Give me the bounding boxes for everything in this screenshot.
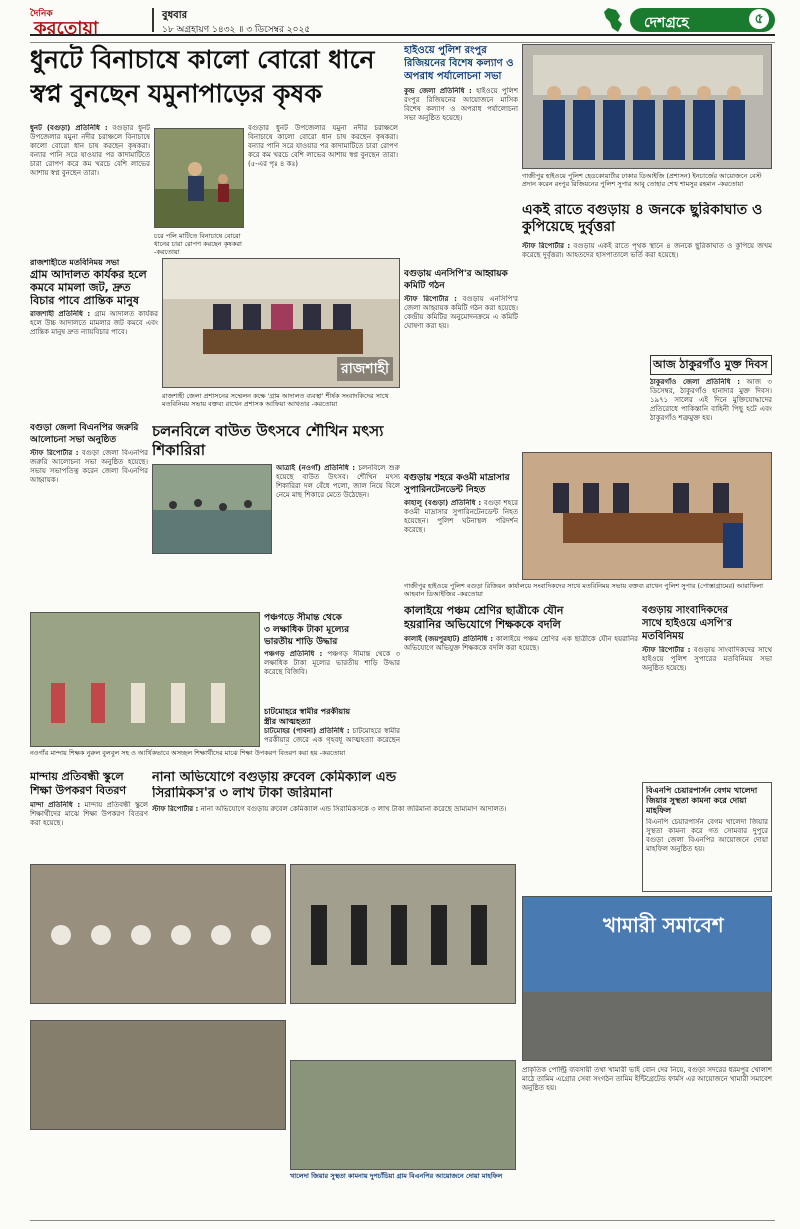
ncp-body-text: বগুড়ায় এনসিপি'র জেলা আহ্বায়ক কমিটি গঠন করা হয়েছে। কেন্দ্রীয় কমিটির অনুমোদনক্রমে এ কমিটি ঘোষণা করা হয়। <box>404 295 518 330</box>
bnp-meeting-headline-1: বগুড়া জেলা বিএনপির জরুরি <box>30 423 139 433</box>
farmers-meet-photo <box>522 896 772 1061</box>
chatmohar-byline: চাটমোহর (পাবনা) প্রতিনিধি : <box>264 727 350 735</box>
bnp-meeting-headline-2: আলোচনা সভা অনুষ্ঠিত <box>30 435 117 445</box>
bnp-prayer-box <box>642 782 772 892</box>
kalai-story <box>404 604 638 754</box>
thakurgaon-story <box>650 355 772 445</box>
lead-byline: ধুনট (বগুড়া) প্রতিনিধি : <box>30 124 108 132</box>
ncp-headline-2: কমিটি গঠন <box>404 281 445 291</box>
police-headline-2: রিজিয়নের বিশেষ কল্যাণ ও <box>404 58 514 69</box>
divider-top <box>30 42 775 43</box>
thakurgaon-body <box>650 378 772 448</box>
police-body <box>404 87 518 257</box>
bottom-photo-center <box>290 1060 516 1170</box>
attack-byline: স্টাফ রিপোর্টার : <box>522 242 571 250</box>
ncp-byline: স্টাফ রিপোর্টার : <box>404 295 457 303</box>
superintendent-body-text: বগুড়া শহরে কওমী মাদ্রাসার সুপারিনটেনডেন্ট নিহত হয়েছেন। পুলিশ ঘটনাস্থল পরিদর্শন করেছে। <box>404 499 518 534</box>
thakurgaon-headline: আজ ঠাকুরগাঁও মুক্ত দিবস <box>650 355 772 375</box>
chemical-body-text: নানা অভিযোগে বগুড়ায় রুবেল কেমিক্যাল এন্ড সিরামিকসকে ৩ লাখ টাকা জরিমানা করেছে ভ্রাম্যমাণ আদালত। <box>200 805 507 813</box>
masthead-divider <box>152 8 154 32</box>
bottom-photo-left <box>30 1020 286 1130</box>
section-banner <box>630 8 775 32</box>
fishing-byline: আত্রাই (নওগাঁ) প্রতিনিধি : <box>276 464 356 472</box>
journalists-story <box>642 604 772 779</box>
lead-body-col3 <box>248 124 398 274</box>
rajshahi-photo-caption: রাজশাহী জেলা প্রশাসনের সম্মেলন কক্ষে 'গ্রাম আদালত ব্যবস্থা' শীর্ষক সংবাদকিদের সাথে মতবিনিময় সভায় বক্তব্য রাখেন প্রশাসক আফিয়া আখতার -করতোয়া <box>162 392 389 408</box>
school-photo-caption: নওগাঁর মান্দায় শিক্ষক নুরুল বুলবুল সহ ও আর্থিকভাবে অসচ্ছল শিক্ষার্থীদের মাঝে শিক্ষা উপকরণ বিতরণ করা হয় -করতোয়া <box>30 749 346 757</box>
fishing-body-text: চলনবিলে শুরু হয়েছে বাউত উৎসব। শৌখিন মৎস্য শিকারিরা দল বেঁধে পলো, জাল নিয়ে বিলে নেমে মাছ শিকারে মেতে উঠেছেন। <box>276 464 400 499</box>
bnp-meeting-body <box>30 449 148 599</box>
masthead <box>30 6 775 39</box>
attack-story <box>522 202 772 352</box>
bnp-prayer-headline: বিএনপি চেয়ারপার্সন বেগম খালেদা জিয়ার সুস্থতা কামনা করে দোয়া মাহফিল <box>646 786 758 815</box>
police-headline-1: হাইওয়ে পুলিশ রংপুর <box>404 45 487 56</box>
kalai-headline-2: হয়রানির অভিযোগে শিক্ষককে বদলি <box>404 618 561 631</box>
police-story <box>404 44 518 264</box>
attack-body-text: বগুড়ায় একই রাতে পৃথক স্থানে ৪ জনকে ছুরিকাঘাত ও কুপিয়ে জখম করেছে দুর্বৃত্তরা। আহতদের হাসপাতালে ভর্তি করা হয়েছে। <box>522 242 772 259</box>
attack-body <box>522 242 772 352</box>
panchagarh-headline-3: ভারতীয় শাড়ি উদ্ধার <box>264 637 338 647</box>
school-photo <box>30 612 260 747</box>
chemical-headline-1: নানা অভিযোগে বগুড়ায় রুবেল কেমিক্যাল এন্ড <box>152 770 397 785</box>
ncp-body <box>404 295 518 465</box>
bnp-meeting-body-text: বগুড়া জেলা বিএনপির জরুরি আলোচনা সভা অনুষ্ঠিত হয়েছে। সভায় সভাপতিত্ব করেন জেলা বিএনপির আহ্বায়ক। <box>30 449 148 484</box>
chemical-body <box>152 805 638 855</box>
rajshahi-headline-4: বিচার পাবে প্রান্তিক মানুষ <box>30 294 139 307</box>
brand-name: করতোয়া <box>34 18 99 39</box>
rajshahi-body-text: গ্রাম আদালত কার্যকর হলে উচ্চ আদালতে মামলার জট কমবে এবং প্রান্তিক মানুষ দ্রুত ন্যায়বিচার পাবে। <box>30 310 158 336</box>
police-photo <box>522 44 772 169</box>
lead-body-text: বগুড়ার ধুনট উপজেলার যমুনা নদীর চরাঞ্চলে বিনাচাষে কালো বোরো ধান চাষ করছেন কৃষকরা। বন্যার পানি সরে যাওয়ার পর কাদামাটিতে চারা রোপণ করে কম খরচে বেশি লাভের আশায় স্বপ্ন বুনছেন তারা। <box>30 124 150 177</box>
panchagarh-story <box>264 612 400 707</box>
panchagarh-headline-1: পঞ্চগড়ে সীমান্ত থেকে <box>264 613 342 623</box>
thakurgaon-body-text: আজ ৩ ডিসেম্বর, ঠাকুরগাঁও হানাদার মুক্ত দিবস। ১৯৭১ সালের এই দিনে মুক্তিযোদ্ধাদের প্রতিরোধে পাকিস্তানি বাহিনী পিছু হটে এবং ঠাকুরগাঁও শত্রুমুক্ত হয়। <box>650 378 772 422</box>
prayer-photo-right <box>290 864 516 1004</box>
farmers-meet-body: প্রাকৃতিক পোল্ট্রি ব্যবসায়ী তথা খামারী ভাই বোন দের নিয়ে, বগুড়া সদরের ধরমপুর খোলাশ মাঠে তামিম এগ্রোর সেবা সংগঠন তামিম ইন্টিগ্রেটেড ফার্মস এর আয়োজনে খামারী সমাবেশ অনুষ্ঠিত হয়। <box>522 1066 772 1092</box>
school-gifts-body-text: মান্দায় প্রতিবন্ধী স্কুলে শিক্ষার্থীদের মাঝে শিক্ষা উপকরণ বিতরণ করা হয়েছে। <box>30 801 148 827</box>
rajshahi-headline-2: গ্রাম আদালত কার্যকর হলে <box>30 268 147 281</box>
school-gifts-headline-1: মান্দায় প্রতিবন্ধী স্কুলে <box>30 770 124 783</box>
rajshahi-story <box>30 258 158 418</box>
school-gifts-headline-2: শিক্ষা উপকরণ বিতরণ <box>30 784 127 797</box>
fishing-body <box>276 464 400 604</box>
kalai-byline: কালাই (জয়পুরহাট) প্রতিনিধি : <box>404 635 494 643</box>
weekday: বুধবার <box>162 10 188 21</box>
rajshahi-headline-1: রাজশাহীতে মতবিনিময় সভা <box>30 258 120 267</box>
lead-body-text-2: বগুড়ার ধুনট উপজেলার যমুনা নদীর চরাঞ্চলে বিনাচাষে কালো বোরো ধান চাষ করছেন কৃষকরা। বন্যার পানি সরে যাওয়ার পর কাদামাটিতে চারা রোপণ করে কম খরচে বেশি লাভের আশায় স্বপ্ন বুনছেন তারা। <box>248 124 398 159</box>
chatmohar-headline-1: চাটমোহরে স্বামীর পরকীয়ায় <box>264 707 351 716</box>
panchagarh-body-text: পঞ্চগড় সীমান্ত থেকে ৩ লক্ষাধিক টাকা মূল্যের ভারতীয় শাড়ি উদ্ধার করেছে বিজিবি। <box>264 650 400 676</box>
police-photo-caption: গাজীপুর হাইওয়ে পুলিশ হেডকোয়ার্টার ঢাকার ডিআইজি (প্রশাসন) ইনচার্জের আয়োজনে বেস্ট প্রদান করেন রংপুর রিজিয়নের পুলিশ সুপার আবু তোহার শেখ শামসুর রহমান -করতোয়া <box>522 172 762 188</box>
police-byline: কুন্দ্র জেলা প্রতিনিধি : <box>404 87 472 95</box>
attack-headline: একই রাতে বগুড়ায় ৪ জনকে ছুরিকাঘাত ও কুপিয়েছে দুর্বৃত্তরা <box>522 202 763 235</box>
lead-headline-1: ধুনটে বিনাচাষে কালো বোরো ধানে <box>30 45 375 74</box>
superintendent-headline-1: বগুড়ায় শহরে কওমী মাদ্রাসার <box>404 473 510 483</box>
police-body-text: হাইওয়ে পুলিশ রংপুর রিজিয়নের আয়োজনে মাসিক বিশেষ কল্যাণ ও অপরাধ পর্যালোচনা সভা অনুষ্ঠিত হয়েছে। <box>404 87 518 122</box>
journalists-headline-2: সাথে হাইওয়ে এসপি'র <box>642 618 733 629</box>
chemical-byline: স্টাফ রিপোর্টার : <box>152 805 199 813</box>
panchagarh-byline: পঞ্চগড় প্রতিনিধি : <box>264 650 323 658</box>
journalists-body <box>642 646 772 771</box>
journalists-body-text: বগুড়ায় সাংবাদিকদের সাথে হাইওয়ে পুলিশ সুপারের মতবিনিময় সভা অনুষ্ঠিত হয়েছে। <box>642 646 772 672</box>
bnp-prayer-body: বিএনপি চেয়ারপার্সন বেগম খালেদা জিয়ার সুস্থতা কামনা করে গত সোমবার দুপুরে বগুড়া জেলা বিএনপির আয়োজনে দোয়া মাহফিল অনুষ্ঠিত হয়। <box>646 818 768 853</box>
fishing-headline: চলনবিলে বাউত উৎসবে শৌখিন মৎস্য শিকারিরা <box>152 422 384 459</box>
lead-continued: (৫-এর পৃঃ ৪ কঃ) <box>248 160 299 168</box>
brand-small: দৈনিক <box>30 9 53 19</box>
meeting-photo-caption: গাজীপুর হাইওয়ে পুলিশ বগুড়া রিজিয়ন কার্যালয়ে সংবাদিকদের সাথে মতবিনিময় সভায় বক্তব্য রাখেন পুলিশ সুপার (পোস্তাগ্রামের) আরাফিলা আহবান ডিআইজির -করতোয়া <box>404 582 764 598</box>
bnp-meeting-story <box>30 422 148 607</box>
school-gifts-byline: মান্দা প্রতিনিধি : <box>30 801 81 809</box>
lead-photo <box>154 128 244 228</box>
kalai-body-text: কালাইয়ে পঞ্চম শ্রেণির এক ছাত্রীকে যৌন হয়রানির অভিযোগে অভিযুক্ত শিক্ষককে বদলি করা হয়েছে। <box>404 635 638 652</box>
date-line: ১৮ অগ্রহায়ণ ১৪৩২ ॥ ৩ ডিসেম্বর ২০২৫ <box>162 25 311 35</box>
thakurgaon-byline: ঠাকুরগাঁও জেলা প্রতিনিধি : <box>650 378 741 386</box>
kalai-body <box>404 635 638 745</box>
superintendent-headline-2: সুপারিনটেনডেন্ট নিহত <box>404 485 486 495</box>
divider-bottom <box>30 1220 775 1221</box>
chemical-fine-story <box>152 770 638 860</box>
journalists-headline-1: বগুড়ায় সাংবাদিকদের <box>642 605 729 616</box>
chemical-headline-2: সিরামিকস'র ৩ লাখ টাকা জরিমানা <box>152 786 333 801</box>
journalists-byline: স্টাফ রিপোর্টার : <box>642 646 691 654</box>
lead-photo-caption: চরে পলি মাটিতে বিনাচাষে বোরো ধানের চারা রোপণ করছেন কৃষকরা -করতোয়া <box>154 232 242 256</box>
rajshahi-photo-label: রাজশাহী <box>337 357 393 381</box>
meeting-photo <box>522 452 772 580</box>
panchagarh-body <box>264 650 400 705</box>
rajshahi-headline-3: কমবে মামলা জট, দ্রুত <box>30 281 131 294</box>
rajshahi-body <box>30 310 158 410</box>
rajshahi-byline: রাজশাহী প্রতিনিধি : <box>30 310 91 318</box>
bottom-caption: খালেদা জিয়ার সুস্থতা কামনায় দুপচাঁচিয়া গ্রাম বিএনপির আয়োজনে দোয়া মাহফিল <box>290 1172 503 1180</box>
rajshahi-photo <box>162 258 400 388</box>
panchagarh-headline-2: ৩ লক্ষাধিক টাকা মূল্যের <box>264 625 350 635</box>
chatmohar-headline-2: স্ত্রীর আত্মহত্যা <box>264 717 311 726</box>
chatmohar-body-text: চাটমোহরে স্বামীর পরকীয়ার জেরে এক গৃহবধূ আত্মহত্যা করেছেন <box>264 727 400 744</box>
chatmohar-body <box>264 727 400 745</box>
bangladesh-map-icon <box>600 6 628 34</box>
fishing-story <box>152 422 400 612</box>
bnp-meeting-byline: স্টাফ রিপোর্টার : <box>30 449 79 457</box>
kalai-headline-1: কালাইয়ে পঞ্চম শ্রেণির ছাত্রীকে যৌন <box>404 604 564 617</box>
prayer-photo-left <box>30 864 286 1004</box>
brand-logo <box>30 6 155 39</box>
fishing-photo <box>152 464 272 554</box>
page-number: ৫ <box>749 9 769 29</box>
ncp-committee-story <box>404 268 518 468</box>
section-title: দেশগ্রহে <box>644 15 689 31</box>
ncp-headline-1: বগুড়ায় এনসিপি'র আহ্বায়ক <box>404 269 508 279</box>
superintendent-byline: কাহালু (বগুড়া) প্রতিনিধি : <box>404 499 482 507</box>
farmers-meet-banner: খামারী সমাবেশ <box>603 913 724 937</box>
police-headline-3: অপরাধ পর্যালোচনা সভা <box>404 71 502 82</box>
chatmohar-story <box>264 707 400 747</box>
journalists-headline-3: মতবিনিময় <box>642 631 684 642</box>
lead-headline-2: স্বপ্ন বুনছেন যমুনাপাড়ের কৃষক <box>30 79 322 108</box>
